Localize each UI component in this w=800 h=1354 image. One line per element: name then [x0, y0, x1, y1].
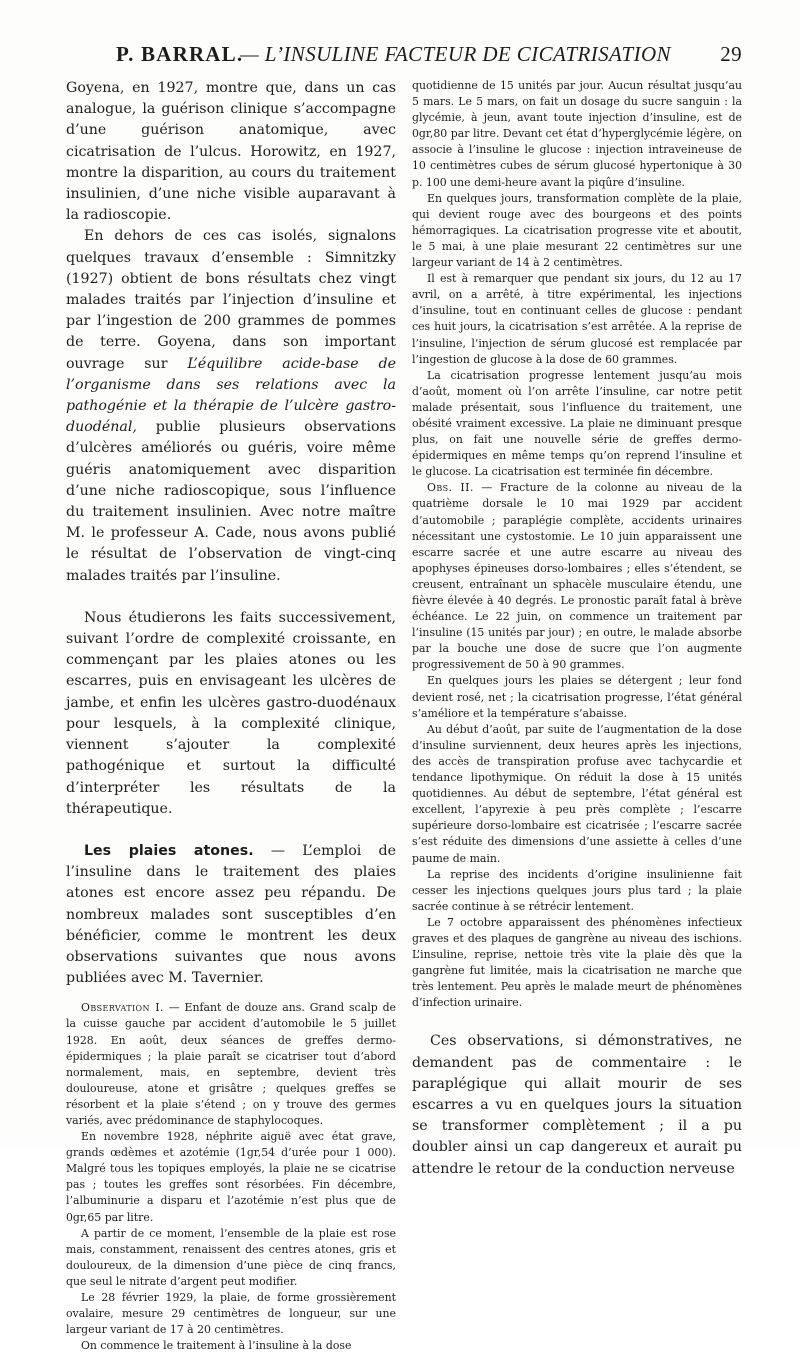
paragraph: Ces observations, si démonstratives, ne demandent pas de commentaire : le paraplégique qui allait mourir de ses escarres a vu en quelques jours la situation se transformer complètement ; il a pu doubler ainsi un cap dangereux et aurait pu attendre le retour de la conduction nerveuse: [412, 1033, 742, 1177]
paragraph: Nous étudierons les faits successivement, suivant l’ordre de complexité croissante, en commençant par les plaies atones ou les escarres, puis en envisageant les ulcères de jambe, et enfin les ulcères gastro-duodénaux pour lesquels, à la complexité clinique, viennent s’ajouter la complexité pathogénique et surtout la difficulté d’interpréter les résultats de la thérapeutique.: [66, 609, 396, 817]
left-column: [66, 78, 397, 1353]
paragraph-text: En dehors de ces cas isolés, signalons quelques travaux d’ensemble : Simnitzky (1927) obtient de bons résultats chez vingt malades traités par l’injection d’insuline et par l’ingestion de 200 grammes de pommes de terre. Goyena, dans son important ouvrage sur: [66, 228, 396, 372]
observation-paragraph: quotidienne de 15 unités par jour. Aucun résultat jusqu’au 5 mars. Le 5 mars, on fait un dosage du sucre sanguin : la glycémie, à jeun, avant toute injection d’insuline, est de 0gr,80 par litre. Devant cet état d’hyperglycémie légère, on associe à l’insuline le glucose : injection intraveineuse de 10 centimètres cubes de sérum glucosé hypertonique à 30 p. 100 une demi-heure avant la piqûre d’insuline.: [412, 79, 742, 189]
observation-paragraph: On commence le traitement à l’insuline à la dose: [81, 1339, 352, 1353]
observation-text: — Fracture de la colonne au niveau de la quatrième dorsale le 10 mai 1929 par accident d’automobile ; paraplégie complète, accidents urinaires nécessitant une cystostomie. Le 10 juin apparaissent une escarre sacrée et une autre escarre au niveau des apophyses épineuses dorso-lombaires ; elles s’étendent, se creusent, entraînant un sphacèle musculaire étendu, une fièvre élevée à 40 degrés. Le pronostic paraît fatal à brève échéance. Le 22 juin, on commence un traitement par l’insuline (15 unités par jour) ; en outre, le malade absorbe par la bouche une dose de sucre que l’on augmente progressivement de 50 à 90 grammes.: [412, 481, 743, 672]
right-column: [412, 78, 743, 1177]
spacer: [412, 1011, 742, 1031]
section-paragraph: [66, 841, 396, 989]
observation-paragraph: La cicatrisation progresse lentement jusqu’au mois d’août, moment où l’on arrête l’insuline, car notre petit malade présentait, sous l’influence du traitement, une obésité vraiment excessive. La plaie ne diminuant presque plus, on fait une nouvelle série de greffes dermo-épidermiques en même temps qu’on reprend l’insuline et le glucose. La cicatrisation est terminée fin décembre.: [412, 368, 742, 479]
observation-paragraph: A partir de ce moment, l’ensemble de la plaie est rose mais, constamment, renaissent des centres atones, gris et douloureux, de la dimension d’une pièce de cinq francs, que seul le nitrate d’argent peut modifier.: [66, 1226, 396, 1288]
observation-paragraph: Au début d’août, par suite de l’augmentation de la dose d’insuline surviennent, deux heures après les injections, des accès de transpiration profuse avec tachycardie et tendance lipothymique. On réduit la dose à 15 unités quotidiennes. Au début de septembre, l’état général est excellent, l’apyrexie à peu près complète ; l’escarre supérieure dorso-lombaire est cicatrisée ; l’escarre sacrée s’est réduite des dimensions d’une assiette à celles d’une paume de main.: [412, 722, 742, 865]
observation-paragraph: Le 7 octobre apparaissent des phénomènes infectieux graves et des plaques de gangrène au niveau des ischions. L’insuline, reprise, nettoie très vite la plaie dès que la gangrène fut limitée, mais la cicatrisation ne marche que très lentement. Peu après le malade meurt de phénomènes d’infection urinaire.: [412, 915, 742, 1010]
paragraph: [66, 226, 396, 586]
observation-paragraph: En quelques jours, transformation complète de la plaie, qui devient rouge avec des bourgeons et des points hémorragiques. La cicatrisation progresse vite et aboutit, le 5 mai, à une plaie mesurant 22 centimètres sur une largeur variant de 14 à 2 centimètres.: [412, 191, 742, 270]
spacer: [66, 587, 396, 608]
spacer: [66, 820, 396, 841]
section-heading: Les plaies atones.: [84, 842, 254, 859]
observation-label: Obs. II.: [427, 481, 474, 495]
observation-paragraph: Il est à remarquer que pendant six jours, du 12 au 17 avril, on a arrêté, à titre expérimental, les injections d’insuline, tout en continuant celles de glucose : pendant ces huit jours, la cicatrisation s’est arrêtée. A la reprise de l’insuline, l’injection de sérum glucosé est remplacée par l’ingestion de glucose à la dose de 60 grammes.: [412, 272, 742, 366]
observation-paragraph: [412, 480, 742, 673]
observation-label: Observation I.: [81, 1001, 164, 1015]
observation-paragraph: La reprise des incidents d’origine insulinienne fait cesser les injections quelques jours plus tard ; la plaie sacrée continue à se rétrécir lentement.: [412, 867, 742, 913]
header-author: P. BARRAL.: [116, 42, 244, 66]
paragraph: Goyena, en 1927, montre que, dans un cas analogue, la guérison clinique s’accompagne d’une guérison anatomique, avec cicatrisation de l’ulcus. Horowitz, en 1927, montre la disparition, au cours du traitement insulinien, d’une niche visible auparavant à la radioscopie.: [66, 80, 396, 224]
paragraph-text: publie plusieurs observations d’ulcères améliorés ou guéris, voire même guéris anatomiquement avec disparition d’une niche radioscopique, sous l’influence du traitement insulinien. Avec notre maître M. le professeur A. Cade, nous avons publié le résultat de l’observation de vingt-cinq malades traités par l’insuline.: [66, 419, 397, 584]
observation-text: — Enfant de douze ans. Grand scalp de la cuisse gauche par accident d’automobile le 5 juillet 1928. En août, deux séances de greffes dermo-épidermiques ; la plaie paraît se cicatriser tout d’abord normalement, mais, en septembre, devient très douloureuse, atone et grisâtre ; quelques greffes se résorbent et la plaie s’étend ; on y trouve des germes variés, avec prédominance de staphylocoques.: [66, 1001, 397, 1127]
header-title: — L’INSULINE FACTEUR DE CICATRISATION: [240, 42, 671, 66]
observation-paragraph: Le 28 février 1929, la plaie, de forme grossièrement ovalaire, mesure 29 centimètres de longueur, sur une largeur variant de 17 à 20 centimètres.: [66, 1291, 396, 1337]
observation-paragraph: En quelques jours les plaies se détergent ; leur fond devient rosé, net ; la cicatrisation progresse, l’état général s’améliore et la température s’abaisse.: [412, 674, 742, 720]
paragraph-text: — L’emploi de l’insuline dans le traitement des plaies atones est encore assez peu répandu. De nombreux malades sont susceptibles d’en bénéficier, comme le montrent les deux observations suivantes que nous avons publiées avec M. Tavernier.: [66, 842, 397, 987]
cited-work-title: L’équilibre acide-base de l’organisme dans ses relations avec la pathogénie et la thérapie de l’ulcère gastro-duodénal,: [66, 355, 397, 436]
running-header: [66, 42, 742, 72]
observation-paragraph: En novembre 1928, néphrite aiguë avec état grave, grands œdèmes et azotémie (1gr,54 d’urée pour 1 000). Malgré tous les topiques employés, la plaie ne se cicatrise pas ; toutes les greffes sont résorbées. Fin décembre, l’albuminurie a disparu et l’azotémie n’est plus que de 0gr,65 par litre.: [66, 1130, 396, 1224]
observation-paragraph: [66, 1000, 396, 1129]
spacer: [66, 989, 396, 1000]
page-number: 29: [720, 42, 742, 66]
